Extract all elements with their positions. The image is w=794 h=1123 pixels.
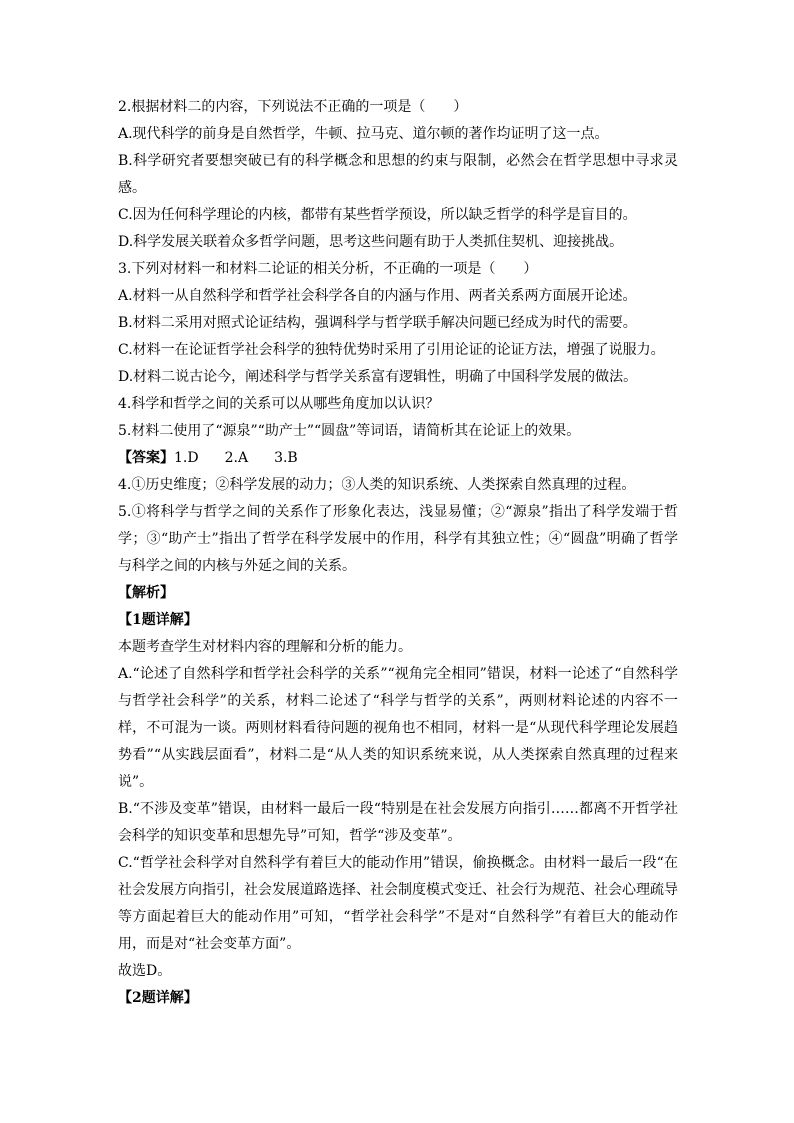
question-3-option-a: A.材料一从自然科学和哲学社会科学各自的内涵与作用、两者关系两方面展开论述。 bbox=[118, 288, 637, 304]
answer-label: 【答案】 bbox=[118, 450, 174, 466]
question-3-option-b: B.材料二采用对照式论证结构，强调科学与哲学联手解决问题已经成为时代的需要。 bbox=[118, 315, 637, 331]
answer-3: 3.B bbox=[274, 450, 298, 466]
answer-row bbox=[118, 445, 678, 472]
document-body bbox=[118, 94, 678, 1012]
detail-1-intro: 本题考查学生对材料内容的理解和分析的能力。 bbox=[118, 639, 412, 655]
analysis-label: 【解析】 bbox=[118, 585, 174, 601]
question-2-option-d: D.科学发展关联着众多哲学问题，思考这些问题有助于人类抓住契机、迎接挑战。 bbox=[118, 234, 624, 250]
question-2-option-a: A.现代科学的前身是自然哲学，牛顿、拉马克、道尔顿的著作均证明了这一点。 bbox=[118, 126, 609, 142]
answer-2: 2.A bbox=[224, 450, 249, 466]
question-5-stem: 5.材料二使用了“源泉”“助产士”“圆盘”等词语，请简析其在论证上的效果。 bbox=[118, 423, 581, 439]
answer-1: 1.D bbox=[174, 450, 199, 466]
question-2-option-b: B.科学研究者要想突破已有的科学概念和思想的约束与限制，必然会在哲学思想中寻求灵感。 bbox=[118, 153, 678, 196]
detail-1-option-a: A.“论述了自然科学和哲学社会科学的关系”“视角完全相同”错误，材料一论述了“自然科学与哲学社会科学”的关系，材料二论述了“科学与哲学的关系”，两则材料论述的内容不一样，不可混为一谈。两则材料看待问题的视角也不相同，材料一是“从现代科学理论发展趋势看”“从实践层面看”，材料二是“从人类的知识系统来说，从人类探索自然真理的过程来说”。 bbox=[118, 666, 678, 790]
detail-2-label: 【2题详解】 bbox=[118, 990, 198, 1006]
answer-5: 5.①将科学与哲学之间的关系作了形象化表达，浅显易懂；②“源泉”指出了科学发端于哲学；③“助产士”指出了哲学在科学发展中的作用，科学有其独立性；④“圆盘”明确了哲学与科学之间的内核与外延之间的关系。 bbox=[118, 504, 678, 574]
question-2-stem: 2.根据材料二的内容，下列说法不正确的一项是（ ） bbox=[118, 99, 468, 115]
question-4-stem: 4.科学和哲学之间的关系可以从哪些角度加以认识？ bbox=[118, 396, 440, 412]
answer-4: 4.①历史维度；②科学发展的动力；③人类的知识系统、人类探索自然真理的过程。 bbox=[118, 477, 636, 493]
detail-1-option-b: B.“不涉及变革”错误，由材料一最后一段“特别是在社会发展方向指引……都离不开哲学社会科学的知识变革和思想先导”可知，哲学“涉及变革”。 bbox=[118, 801, 678, 844]
question-3-option-d: D.材料二说古论今，阐述科学与哲学关系富有逻辑性，明确了中国科学发展的做法。 bbox=[118, 369, 638, 385]
question-3-option-c: C.材料一在论证哲学社会科学的独特优势时采用了引用论证的论证方法，增强了说服力。 bbox=[118, 342, 665, 358]
detail-1-label: 【1题详解】 bbox=[118, 612, 198, 628]
question-3-stem: 3.下列对材料一和材料二论证的相关分析，不正确的一项是（ ） bbox=[118, 261, 538, 277]
question-2-option-c: C.因为任何科学理论的内核，都带有某些哲学预设，所以缺乏哲学的科学是盲目的。 bbox=[118, 207, 637, 223]
detail-1-option-c: C.“哲学社会科学对自然科学有着巨大的能动作用”错误，偷换概念。由材料一最后一段“在社会发展方向指引，社会发展道路选择、社会制度模式变迁、社会行为规范、社会心理疏导等方面起着巨大的能动作用”可知，“哲学社会科学”不是对“自然科学”有着巨大的能动作用，而是对“社会变革方面”。 bbox=[118, 855, 678, 952]
detail-1-conclusion: 故选D。 bbox=[118, 963, 172, 979]
